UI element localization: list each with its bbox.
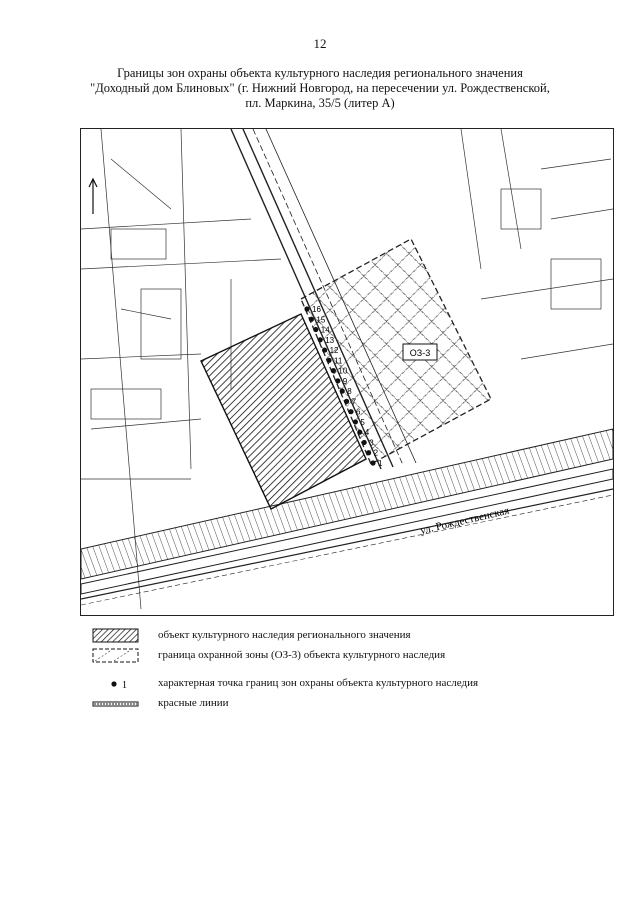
title-line-3: пл. Маркина, 35/5 (литер А) (245, 96, 395, 110)
boundary-point (313, 327, 318, 332)
cadastral-map (80, 128, 614, 616)
page-number: 12 (313, 36, 327, 51)
zone-label-box (403, 344, 437, 360)
hatched-rectangle-icon (92, 628, 162, 644)
boundary-point-label: 4 (364, 428, 370, 438)
legend-label: объект культурного наследия регионального значения (158, 629, 411, 641)
point-marker-number: 1 (122, 680, 127, 691)
red-line-icon (92, 696, 162, 712)
boundary-point-label: 16 (312, 305, 321, 314)
boundary-point-label: 13 (325, 335, 335, 345)
street-label: ул. Рождественская (418, 504, 511, 537)
title-line-1: Границы зон охраны объекта культурного наследия регионального значения (117, 66, 523, 80)
boundary-point (370, 460, 375, 465)
boundary-point (362, 440, 367, 445)
boundary-point-label: 12 (329, 346, 339, 356)
legend-label: характерная точка границ зон охраны объекта культурного наследия (158, 677, 479, 689)
boundary-point (335, 378, 340, 383)
boundary-point (366, 450, 371, 455)
legend-label: граница охранной зоны (ОЗ-3) объекта культурного наследия (158, 649, 446, 661)
legend-label: красные линии (158, 697, 229, 709)
boundary-point (322, 347, 327, 352)
boundary-point (326, 358, 331, 363)
title-line-2: "Доходный дом Блиновых" (г. Нижний Новгород, на пересечении ул. Рождественской, (90, 81, 550, 95)
boundary-point-label: 5 (360, 417, 365, 427)
boundary-point (340, 389, 345, 394)
boundary-point (304, 306, 309, 311)
boundary-point-label: 9 (342, 376, 348, 386)
boundary-point (331, 368, 336, 373)
boundary-point-label: 7 (351, 397, 357, 407)
north-arrow-icon (89, 179, 97, 214)
zone-label: ОЗ-3 (409, 348, 431, 358)
boundary-point (309, 317, 314, 322)
boundary-point-label: 3 (369, 438, 374, 448)
boundary-point-label: 10 (338, 366, 348, 376)
boundary-point-label: 2 (373, 448, 379, 458)
dashed-rectangle-icon (92, 648, 162, 664)
boundary-point-label: 15 (316, 315, 326, 325)
map-svg (81, 129, 613, 615)
boundary-point-label: 1 (378, 459, 383, 468)
boundary-point-label: 8 (347, 387, 352, 397)
boundary-point-label: 14 (320, 325, 330, 335)
point-marker-icon (92, 676, 162, 692)
boundary-point (344, 399, 349, 404)
page-title (80, 66, 560, 111)
boundary-point (348, 409, 353, 414)
boundary-point-label: 11 (334, 356, 343, 366)
boundary-point (357, 430, 362, 435)
boundary-point-label: 6 (356, 407, 361, 417)
boundary-point (353, 419, 358, 424)
boundary-point (318, 337, 323, 342)
